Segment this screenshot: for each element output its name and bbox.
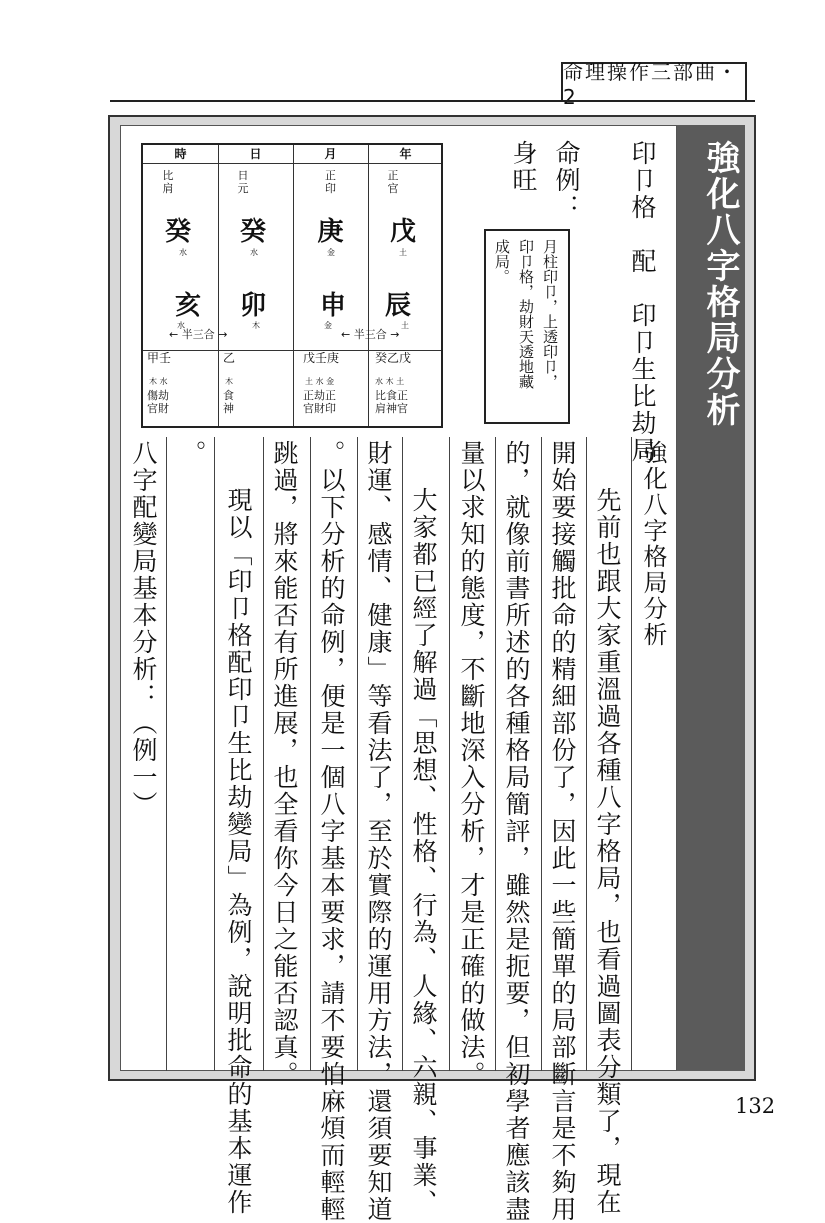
branch-hour: 亥 — [174, 291, 201, 321]
hidden-tengods: 食 神 — [223, 389, 234, 416]
rule-line — [495, 437, 496, 1071]
branch-year: 辰 — [384, 291, 411, 321]
branch-element: 水 — [177, 321, 185, 330]
rule-line — [357, 437, 358, 1071]
note-line-1: 月柱印卩，上透印卩， — [541, 239, 559, 389]
pillar-header-year: 年 — [399, 147, 412, 161]
hidden-tengods: 傷劫 官財 — [147, 389, 169, 416]
note-box — [484, 229, 570, 424]
section-title: 強化八字格局分析 — [700, 140, 740, 428]
body-column: 。以下分析的命例，便是一個八字基本要求，請不要怕麻煩而輕輕 — [317, 440, 346, 1223]
body-column: 的，就像前書所述的各種格局簡評，雖然是扼要，但初學者應該盡 — [502, 440, 531, 1223]
branch-month: 申 — [319, 291, 346, 321]
example-title: 印卩格 配 印卩生比劫局 — [628, 140, 657, 464]
branch-day: 卯 — [239, 291, 266, 321]
rule-line — [541, 437, 542, 1071]
stem-element: 土 — [399, 248, 407, 257]
branch-element: 土 — [401, 321, 409, 330]
body-subtitle: 強化八字格局分析 — [639, 440, 667, 648]
rule-line — [631, 437, 632, 1071]
footer-heading: 八字配變局基本分析：（例一） — [129, 440, 158, 818]
note-line-2: 印卩格，劫財天透地藏 — [517, 239, 535, 389]
hidden-elements: 土 水 金 — [305, 377, 335, 386]
branch-element: 木 — [252, 321, 260, 330]
stem-tengod: 比 肩 — [162, 169, 174, 196]
note-line-3: 成局。 — [493, 239, 511, 284]
hidden-elements: 木 水 — [149, 377, 168, 386]
rule-line — [402, 437, 403, 1071]
half-combo-arrow-right: ← 半三合 → — [341, 328, 400, 341]
branch-element: 金 — [324, 321, 332, 330]
hidden-elements: 木 — [225, 377, 233, 386]
stem-element: 金 — [327, 248, 335, 257]
rule-line — [166, 437, 167, 1071]
hidden-stems: 戊壬庚 — [303, 351, 340, 365]
stem-year: 戊 — [389, 217, 416, 247]
hidden-stems: 乙 — [223, 351, 236, 365]
body-column: 財運、感情、健康」等看法了，至於實際的運用方法，還須要知道 — [364, 440, 393, 1223]
rule-line — [586, 437, 587, 1071]
half-combo-arrow-left: ← 半三合 → — [169, 328, 228, 341]
body-column: 現以「印卩格配印卩生比劫變局」為例，說明批命的基本運作 — [224, 487, 253, 1216]
stem-tengod: 日 元 — [237, 169, 249, 196]
hidden-stems: 癸乙戊 — [375, 351, 412, 365]
hidden-stems: 甲壬 — [147, 351, 172, 365]
body-column: 量以求知的態度，不斷地深入分析，才是正確的做法。 — [457, 440, 486, 1088]
header-rule — [110, 100, 755, 102]
case-value: 身旺 — [509, 140, 538, 194]
rule-line — [310, 437, 311, 1071]
four-pillars-chart — [141, 143, 443, 428]
stem-day: 癸 — [239, 217, 266, 247]
pillar-header-day: 日 — [249, 147, 262, 161]
body-column: 跳過，將來能否有所進展，也全看你今日之能否認真。 — [270, 440, 299, 1088]
stem-tengod: 正 官 — [387, 169, 399, 196]
stem-hour: 癸 — [164, 217, 191, 247]
body-column: 先前也跟大家重溫過各種八字格局，也看過圖表分類了，現在 — [593, 487, 622, 1216]
rule-line — [263, 437, 264, 1071]
case-label: 命例： — [552, 140, 581, 221]
stem-element: 水 — [250, 248, 258, 257]
hidden-elements: 水 木 土 — [375, 377, 405, 386]
body-column: 開始要接觸批命的精細部份了，因此一些簡單的局部斷言是不夠用 — [548, 440, 577, 1223]
pillar-header-hour: 時 — [174, 147, 187, 161]
rule-line — [214, 437, 215, 1071]
body-column: 大家都已經了解過「思想、性格、行為、人緣、六親、事業、 — [409, 487, 438, 1216]
hidden-tengods: 正劫正 官財印 — [303, 389, 336, 416]
stem-element: 水 — [179, 248, 187, 257]
pillar-header-month: 月 — [324, 147, 337, 161]
hidden-tengods: 比食正 肩神官 — [375, 389, 408, 416]
stem-tengod: 正 印 — [325, 169, 336, 196]
page-number: 132 — [735, 1094, 776, 1118]
rule-line — [449, 437, 450, 1071]
stem-month: 庚 — [317, 217, 344, 247]
body-column: 。 — [178, 440, 207, 467]
running-header: 命理操作三部曲・2 — [561, 62, 747, 102]
